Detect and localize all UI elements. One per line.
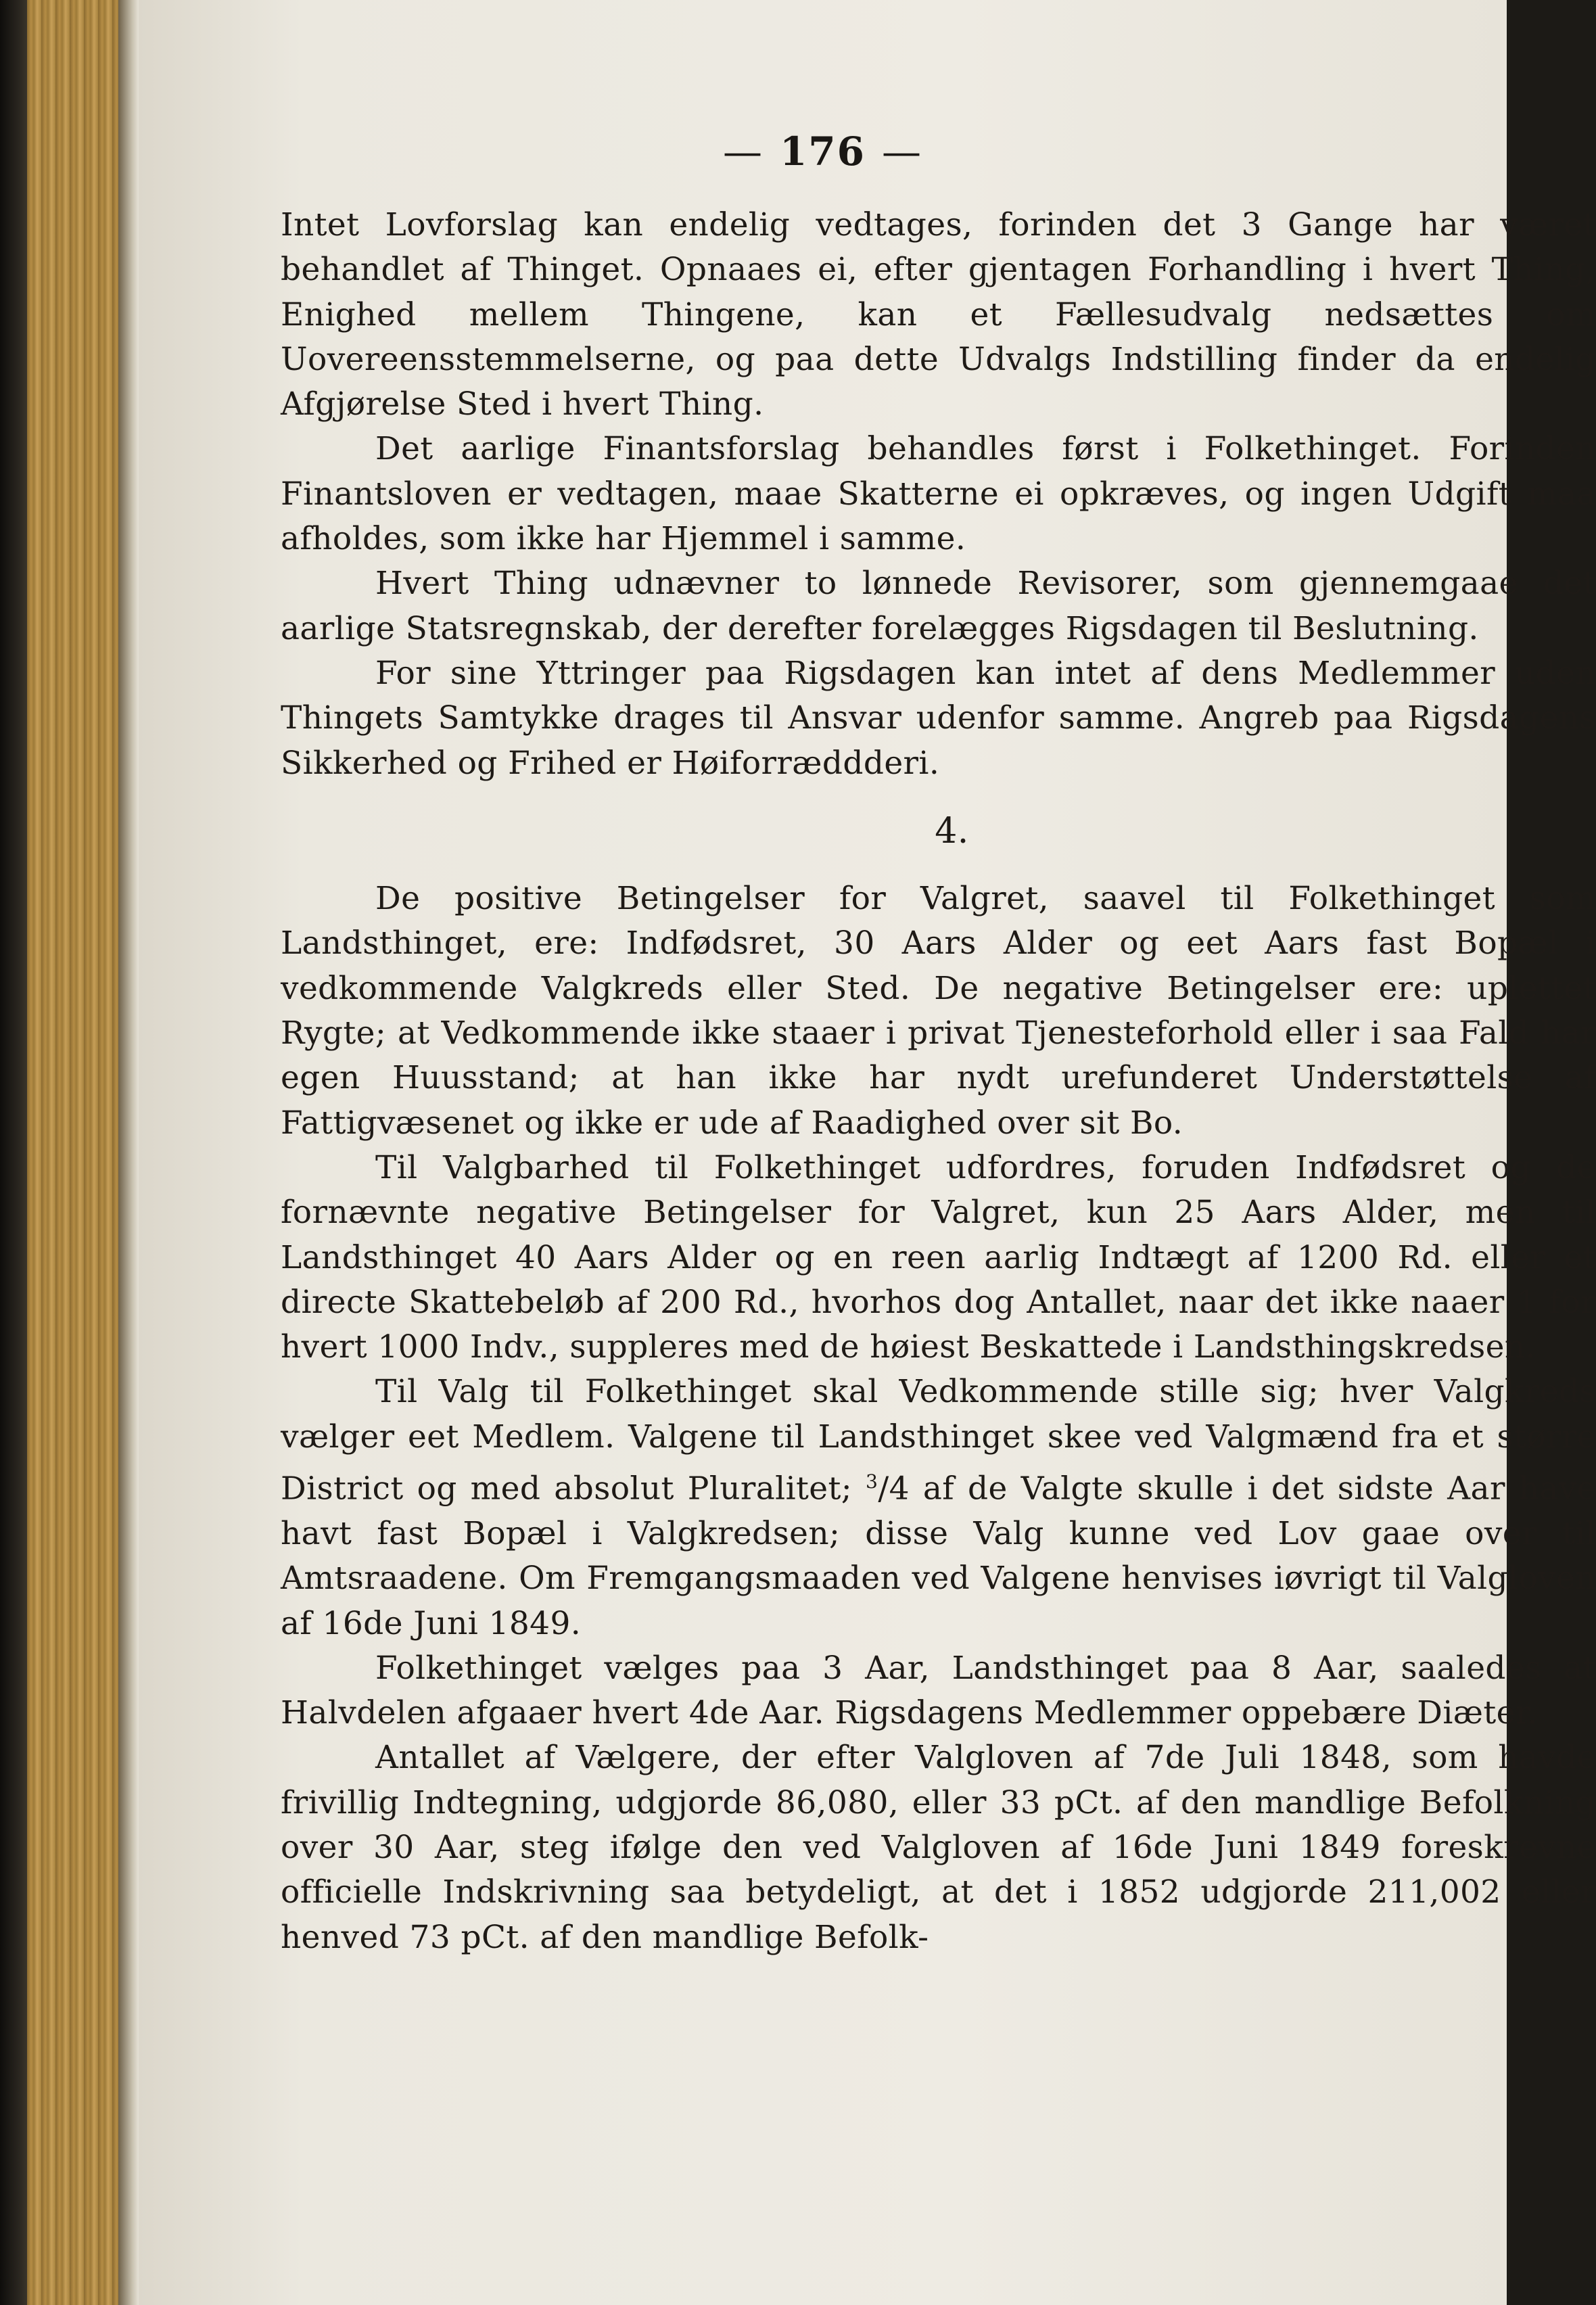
paragraph-3: Hvert Thing udnævner to lønnede Revisorer, som gjennemgaae det aarlige Statsregnskab, der derefter forelægges Rigsdagen til Beslutning. (281, 565, 1596, 647)
gutter-shadow (118, 0, 139, 2305)
page-number-value: 176 (779, 129, 866, 174)
paragraph-2: Det aarlige Finantsforslag behandles først i Folkethinget. Forinden Finantsloven er vedtagen, maae Skatterne ei opkræves, og ingen Udgift maa afholdes, som ikke har Hjemmel i samme. (281, 430, 1596, 558)
fraction-denominator: 4 (889, 1470, 910, 1508)
page-number: — 176 — (722, 129, 923, 174)
gilt-page-edges (27, 0, 118, 2305)
paragraph-4: For sine Yttringer paa Rigsdagen kan intet af dens Medlemmer uden Thingets Samtykke drages til Ansvar udenfor samme. Angreb paa Rigsdagens Sikkerhed og Frihed er Høiforræddderi. (281, 654, 1596, 782)
paragraph-5: De positive Betingelser for Valgret, saavel til Folkethinget som Landsthinget, ere: Indfødsret, 30 Aars Alder og eet Aars fast Bopæl i vedkommende Valgkreds eller Sted. De negative Betingelser ere: uplettet Rygte; at Vedkommende ikke staaer i privat Tjenesteforhold eller i saa Fald har egen Huusstand; at han ikke har nydt urefunderet Understøttelse af Fattigvæsenet og ikke er ude af Raadighed over sit Bo. (281, 880, 1596, 1142)
paragraph-8: Folkethinget vælges paa 3 Aar, Landsthinget paa 8 Aar, saaledes at Halvdelen afgaaer hvert 4de Aar. Rigsdagens Medlemmer oppebære Diæter. (281, 1649, 1596, 1732)
paragraph-6: Til Valgbarhed til Folkethinget udfordres, foruden Indfødsret og de fornævnte negative Betingelser for Valgret, kun 25 Aars Alder, men til Landsthinget 40 Aars Alder og en reen aarlig Indtægt af 1200 Rd. eller et directe Skattebeløb af 200 Rd., hvorhos dog Antallet, naar det ikke naaer 1 for hvert 1000 Indv., suppleres med de høiest Beskattede i Landsthingskredsen. (281, 1148, 1596, 1366)
paragraph-1: Intet Lovforslag kan endelig vedtages, forinden det 3 Gange har været behandlet af Thinget. Opnaaes ei, efter gjentagen Forhandling i hvert Thing, Enighed mellem Thingene, kan et Fællesudvalg nedsættes om Uovereensstemmelserne, og paa dette Udvalgs Indstilling finder da endelig Afgjørelse Sted i hvert Thing. (281, 206, 1596, 423)
paragraph-9: Antallet af Vælgere, der efter Valgloven af 7de Juli 1848, som havde frivillig Indtegning, udgjorde 86,080, eller 33 pCt. af den mandlige Befolkning over 30 Aar, steg ifølge den ved Valgloven af 16de Juni 1849 foreskrevne officielle Indskrivning saa betydeligt, at det i 1852 udgjorde 211,002 eller henved 73 pCt. af den mandlige Befolk- (281, 1739, 1596, 1956)
section-heading: 4. (935, 810, 969, 852)
page-sheet (139, 0, 1596, 2305)
paragraph-7: Til Valg til Folkethinget skal Vedkommende stille sig; hver Valgkreds vælger eet Medlem. Valgene til Landsthinget skee ved Valgmænd fra et større District og med absolut Pluralitet; $^3$/4 af de Valgte skulle i det sidste Aar have havt fast Bopæl i Valgkredsen; disse Valg kunne ved Lov gaae over til Amtsraadene. Om Fremgangsmaaden ved Valgene henvises iøvrigt til Valgloven af 16de Juni 1849. (281, 1373, 1596, 1642)
paragraph-7-head: Til Valg til Folkethinget skal Vedkommende stille sig; hver Valgkreds vælger eet Medlem. Valgene til Landsthinget skee ved Valgmænd fra et større District og med absolut Pluralitet; (281, 1373, 1596, 1508)
fraction-numerator: 3 (865, 1470, 878, 1493)
body-text (281, 203, 1596, 1960)
book-cover-edge (0, 0, 27, 2305)
paragraph-7-tail: af de Valgte skulle i det sidste Aar have havt fast Bopæl i Valgkredsen; disse Valg kunne ved Lov gaae over til Amtsraadene. Om Fremgangsmaaden ved Valgene henvises iøvrigt til Valgloven af 16de Juni 1849. (281, 1470, 1596, 1642)
